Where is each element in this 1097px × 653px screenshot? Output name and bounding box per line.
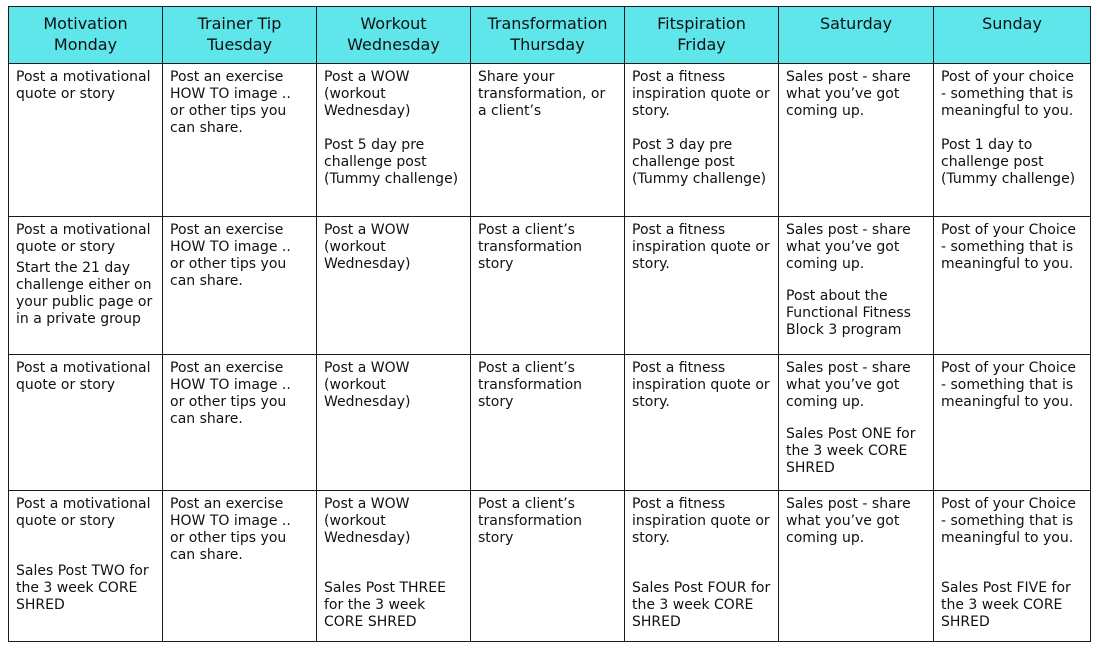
table-cell: Post an exercise HOW TO image .. or other tips you can share. (163, 491, 317, 642)
table-cell: Post a fitness inspiration quote or story. (625, 355, 779, 491)
table-cell: Post an exercise HOW TO image .. or other tips you can share. (163, 355, 317, 491)
table-cell: Post of your Choice - something that is meaningful to you. Sales Post FIVE for the 3 week CORE SHRED (934, 491, 1091, 642)
table-cell: Post a WOW (workout Wednesday) (317, 217, 471, 355)
table-cell: Post a motivational quote or story (9, 355, 163, 491)
table-cell: Post a WOW (workout Wednesday) Post 5 day pre challenge post (Tummy challenge) (317, 64, 471, 217)
table-cell: Post a fitness inspiration quote or story. Post 3 day pre challenge post (Tummy challenge) (625, 64, 779, 217)
table-cell: Post an exercise HOW TO image .. or other tips you can share. (163, 217, 317, 355)
header-motivation-monday: Motivation Monday (9, 7, 163, 64)
table-cell: Post of your choice - something that is meaningful to you. Post 1 day to challenge post (Tummy challenge) (934, 64, 1091, 217)
table-cell: Post an exercise HOW TO image .. or other tips you can share. (163, 64, 317, 217)
header-fitspiration-friday: Fitspiration Friday (625, 7, 779, 64)
table-cell: Sales post - share what you’ve got coming up. (779, 64, 934, 217)
table-cell: Post a motivational quote or story (9, 64, 163, 217)
table-cell: Post of your Choice - something that is meaningful to you. (934, 355, 1091, 491)
header-workout-wednesday: Workout Wednesday (317, 7, 471, 64)
table-cell: Share your transformation, or a client’s (471, 64, 625, 217)
table-cell: Post a fitness inspiration quote or story. Sales Post FOUR for the 3 week CORE SHRED (625, 491, 779, 642)
table-cell: Post a client’s transformation story (471, 355, 625, 491)
header-saturday: Saturday (779, 7, 934, 64)
table-row (9, 64, 1091, 217)
header-trainer-tip-tuesday: Trainer Tip Tuesday (163, 7, 317, 64)
table-cell: Sales post - share what you’ve got coming up. (779, 491, 934, 642)
header-sunday: Sunday (934, 7, 1091, 64)
weekly-post-schedule-table (8, 6, 1091, 642)
header-transformation-thursday: Transformation Thursday (471, 7, 625, 64)
table-row (9, 355, 1091, 491)
table-cell: Post a fitness inspiration quote or story. (625, 217, 779, 355)
table-cell: Sales post - share what you’ve got coming up. Sales Post ONE for the 3 week CORE SHRED (779, 355, 934, 491)
table-cell: Post a WOW (workout Wednesday) (317, 355, 471, 491)
table-cell: Post a motivational quote or story Sales Post TWO for the 3 week CORE SHRED (9, 491, 163, 642)
table-cell: Post a motivational quote or story Start the 21 day challenge either on your public page or in a private group (9, 217, 163, 355)
table-cell: Post of your Choice - something that is meaningful to you. (934, 217, 1091, 355)
table-cell: Sales post - share what you’ve got coming up. Post about the Functional Fitness Block 3 program (779, 217, 934, 355)
header-row (9, 7, 1091, 64)
table-cell: Post a client’s transformation story (471, 217, 625, 355)
table-row (9, 217, 1091, 355)
table-cell: Post a WOW (workout Wednesday) Sales Post THREE for the 3 week CORE SHRED (317, 491, 471, 642)
table-cell: Post a client’s transformation story (471, 491, 625, 642)
table-row (9, 491, 1091, 642)
